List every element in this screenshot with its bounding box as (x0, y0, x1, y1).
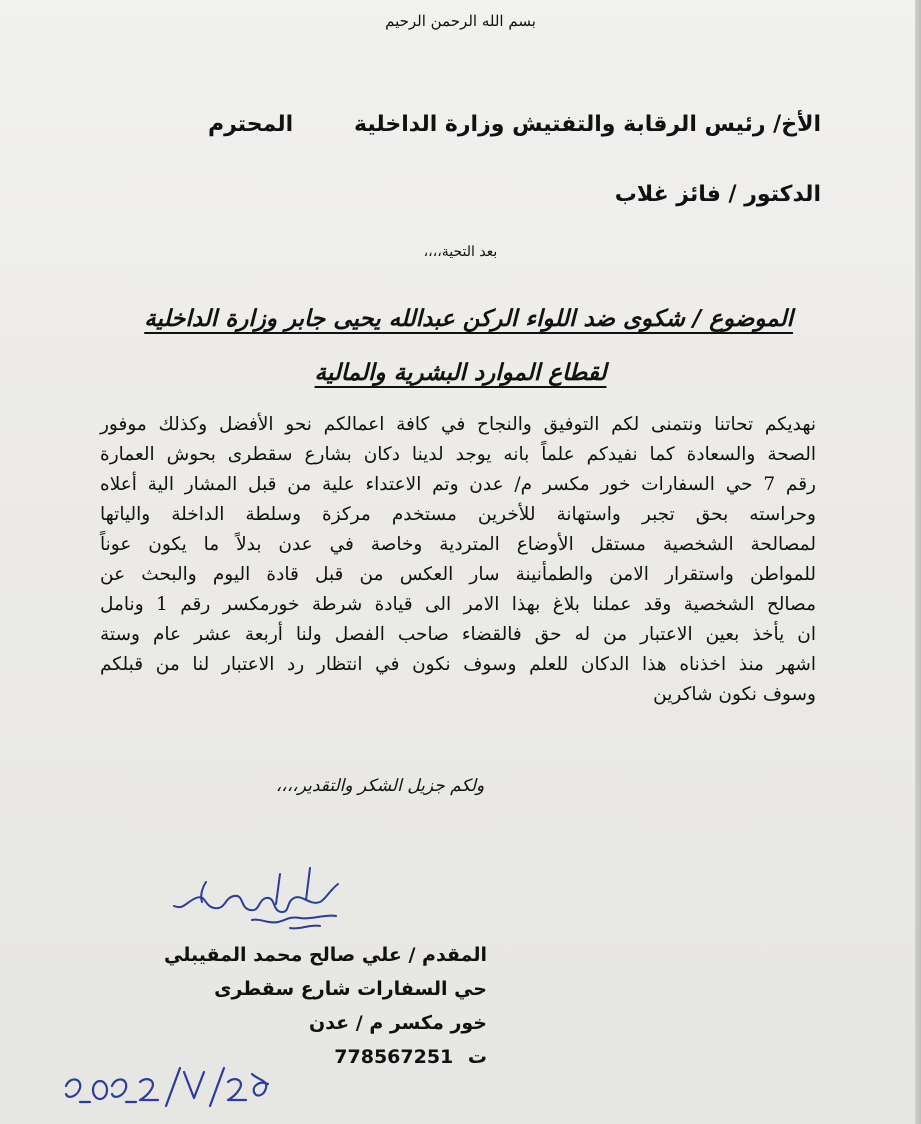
body-line: رقم 7 حي السفارات خور مكسر م/ عدن وتم الاعتداء علية من قبل المشار الية أعلاه (100, 474, 816, 495)
body-line: مصالح الشخصية وقد عملنا بلاغ بهذا الامر الى قيادة شرطة خورمكسر رقم 1 ونامل (100, 594, 816, 615)
sender-address-line-1: حي السفارات شارع سقطرى (214, 978, 487, 1000)
subject-line-2: لقطاع الموارد البشرية والمالية (314, 360, 607, 386)
signature-mark (160, 860, 350, 940)
body-line: ان يأخذ بعين الاعتبار من له حق فالقضاء صاحب الفصل ولنا أربعة عشر عام وستة (100, 624, 816, 645)
sender-phone (334, 1046, 487, 1068)
addressee-name: الدكتور / فائز غلاب (614, 182, 821, 207)
body-line: الصحة والسعادة كما نفيدكم علماً بانه يوجد لدينا دكان بشارع سقطرى بحوش العمارة (100, 444, 816, 465)
addressee: الأخ/ رئيس الرقابة والتفتيش وزارة الداخلية (354, 112, 821, 137)
body-line: للمواطن واستقرار الامن والطمأنينة سار العكس من قبل قادة اليوم والبحث عن (100, 564, 816, 585)
photo-edge (915, 0, 921, 1124)
phone-prefix: ت (467, 1046, 487, 1068)
sender-address-line-2: خور مكسر م / عدن (308, 1012, 487, 1034)
handwritten-date (60, 1058, 272, 1110)
sender-name: المقدم / علي صالح محمد المقيبلي (164, 944, 487, 966)
subject-line-1: الموضوع / شكوى ضد اللواء الركن عبدالله يحيى جابر وزارة الداخلية (144, 306, 793, 332)
closing-line: ولكم جزيل الشكر والتقدير،،،، (275, 776, 485, 796)
body-line: اشهر منذ اخذناه هذا الدكان للعلم وسوف نكون في انتظار رد الاعتبار لنا من قبلكم (100, 654, 816, 675)
honorific: المحترم (208, 112, 294, 137)
basmala: بسم الله الرحمن الرحيم (385, 12, 536, 30)
body-line: وحراسته بحق تجبر واستهانة للأخرين مستخدم مركزة وسلطة الداخلة والياتها (100, 504, 816, 525)
phone-number: 778567251 (334, 1046, 454, 1068)
greeting: بعد التحية،،،، (423, 244, 498, 260)
body-line: لمصالحة الشخصية مستقل الأوضاع المتردية وخاصة في عدن بدلاً ما يكون عوناً (100, 534, 816, 555)
body-line: وسوف نكون شاكرين (653, 684, 816, 705)
body-line: نهديكم تحاتنا ونتمنى لكم التوفيق والنجاح في كافة اعمالكم نحو الأفضل وكذلك موفور (100, 414, 816, 435)
letter-body (100, 410, 816, 710)
